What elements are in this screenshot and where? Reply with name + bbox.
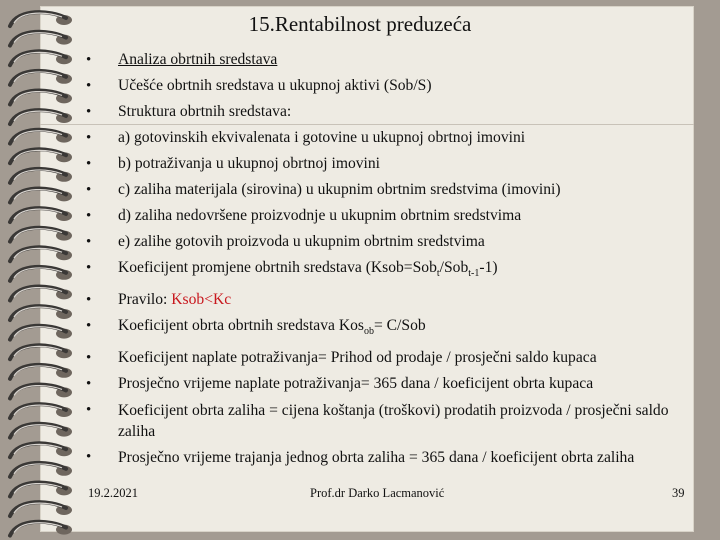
bullet-icon: • bbox=[86, 402, 92, 419]
spiral-ring bbox=[10, 424, 72, 438]
bullet-icon: • bbox=[86, 156, 92, 172]
bullet-icon: • bbox=[86, 350, 92, 367]
spiral-ring bbox=[10, 287, 72, 301]
spiral-ring bbox=[10, 189, 72, 203]
list-item: • d) zaliha nedovršene proizvodnje u ukupnim obrtnim sredstvima bbox=[86, 203, 686, 229]
bullet-icon: • bbox=[86, 292, 92, 309]
spiral-ring bbox=[10, 522, 72, 536]
list-item: • Koeficijent promjene obrtnih sredstava (Ksob=Sob$_t$/Sob$_{t-1}$-1) bbox=[86, 255, 686, 287]
slide-title: 15.Rentabilnost preduzeća bbox=[248, 12, 472, 36]
list-item: • Koeficijent naplate potraživanja= Prihod od prodaje / prosječni saldo kupaca bbox=[86, 345, 686, 371]
spiral-ring bbox=[10, 306, 72, 320]
bullet-icon: • bbox=[86, 78, 92, 94]
bullet-list bbox=[86, 47, 686, 470]
spiral-ring bbox=[10, 51, 72, 65]
spiral-ring bbox=[10, 463, 72, 477]
spiral-ring bbox=[10, 365, 72, 379]
bullet-icon: • bbox=[86, 234, 92, 250]
spiral-ring bbox=[10, 91, 72, 105]
footer-author: Prof.dr Darko Lacmanović bbox=[310, 486, 445, 500]
spiral-ring bbox=[10, 267, 72, 281]
spiral-ring bbox=[10, 149, 72, 163]
spiral-ring bbox=[10, 483, 72, 497]
footer-page-number: 39 bbox=[672, 486, 685, 500]
list-item: • Struktura obrtnih sredstava: bbox=[86, 99, 686, 125]
spiral-ring bbox=[10, 247, 72, 261]
list-item: • Pravilo: Ksob<Kc bbox=[86, 287, 686, 313]
list-item: • Koeficijent obrta obrtnih sredstava Kos$_{ob}$= C/Sob bbox=[86, 313, 686, 345]
bullet-icon: • bbox=[86, 260, 92, 276]
list-item: • Koeficijent obrta zaliha = cijena koštanja (troškovi) prodatih proizvoda / prosječni saldo zaliha bbox=[86, 402, 669, 441]
spiral-ring bbox=[10, 208, 72, 222]
list-item: • Analiza obrtnih sredstava bbox=[86, 47, 686, 73]
spiral-ring bbox=[10, 110, 72, 124]
list-item: • Učešće obrtnih sredstava u ukupnoj aktivi (Sob/S) bbox=[86, 73, 686, 99]
bullet-icon: • bbox=[86, 104, 92, 120]
list-item: • c) zaliha materijala (sirovina) u ukupnim obrtnim sredstvima (imovini) bbox=[86, 177, 686, 203]
list-item: • e) zalihe gotovih proizvoda u ukupnim obrtnim sredstvima bbox=[86, 229, 686, 255]
spiral-ring bbox=[10, 385, 72, 399]
spiral-ring bbox=[10, 169, 72, 183]
footer-date: 19.2.2021 bbox=[88, 486, 138, 500]
spiral-ring bbox=[10, 130, 72, 144]
spiral-ring bbox=[10, 443, 72, 457]
list-item: • b) potraživanja u ukupnoj obrtnoj imovini bbox=[86, 151, 686, 177]
spiral-ring bbox=[10, 502, 72, 516]
spiral-binding bbox=[0, 0, 95, 540]
bullet-icon: • bbox=[86, 208, 92, 224]
rule-highlight: Ksob<Kc bbox=[171, 291, 232, 309]
list-item: • a) gotovinskih ekvivalenata i gotovine u ukupnoj obrtnoj imovini bbox=[86, 125, 686, 151]
bullet-icon: • bbox=[86, 182, 92, 198]
bullet-icon: • bbox=[86, 52, 92, 68]
spiral-ring bbox=[10, 404, 72, 418]
spiral-ring bbox=[10, 71, 72, 85]
bullet-icon: • bbox=[86, 318, 92, 335]
spiral-ring bbox=[10, 345, 72, 359]
list-item: • Prosječno vrijeme trajanja jednog obrta zaliha = 365 dana / koeficijent obrta zaliha bbox=[86, 449, 635, 467]
bullet-icon: • bbox=[86, 449, 92, 466]
bullet-icon: • bbox=[86, 376, 92, 393]
bullet-icon: • bbox=[86, 130, 92, 146]
spiral-ring bbox=[10, 228, 72, 242]
spiral-ring bbox=[10, 326, 72, 340]
list-item: • Prosječno vrijeme naplate potraživanja= 365 dana / koeficijent obrta kupaca bbox=[86, 371, 686, 397]
